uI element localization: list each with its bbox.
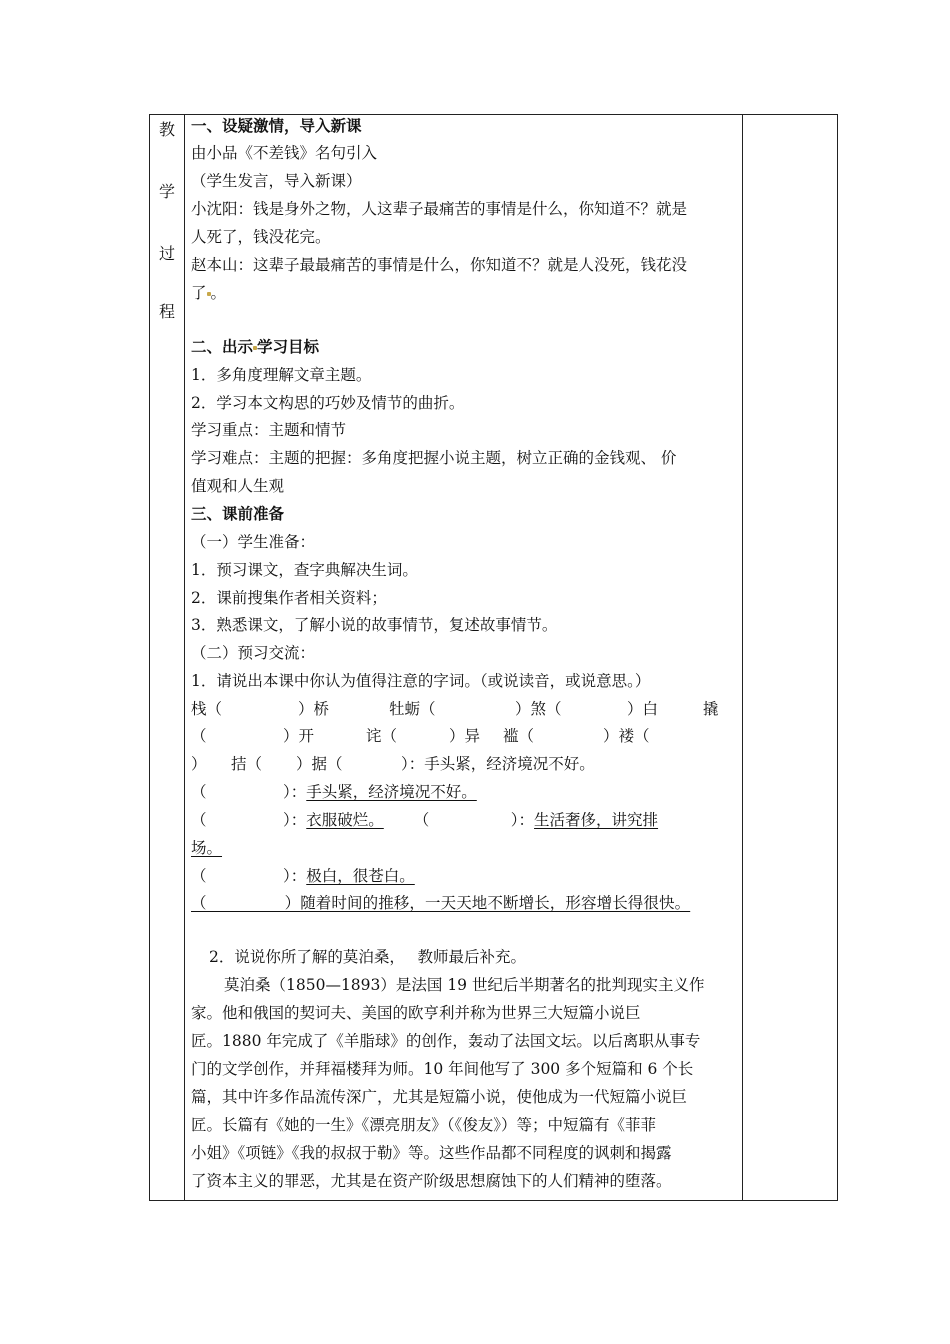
text-line: 1．请说出本课中你认为值得注意的字词。（或说读音，或说意思。） (191, 672, 651, 690)
column-divider (742, 115, 743, 1200)
text-fragment: 二、出示 (191, 337, 254, 356)
text-line: 1．多角度理解文章主题。 (191, 366, 372, 384)
paragraph-line: 门的文学创作，并拜福楼拜为师。10 年间他写了 300 多个短篇和 6 个长 (191, 1060, 694, 1078)
vocab-blank: 拮（ (231, 755, 263, 773)
text-line: 2．学习本文构思的巧妙及情节的曲折。 (191, 394, 465, 412)
paragraph-line: 小姐》《项链》《我的叔叔于勒》等。这些作品都不同程度的讽刺和揭露 (191, 1144, 672, 1162)
definition-line (191, 810, 658, 830)
section-heading (191, 337, 319, 357)
text-line: 学习难点：主题的把握：多角度把握小说主题，树立正确的金钱观、 价 (191, 449, 677, 467)
text-fragment: （ (191, 811, 207, 829)
definition-line (191, 838, 222, 858)
underlined-definition: 衣服破烂。 (306, 811, 384, 829)
definition-line (191, 782, 477, 802)
text-line (191, 283, 226, 303)
text-line: 2．课前搜集作者相关资料； (191, 589, 387, 607)
text-line: 学习重点：主题和情节 (191, 421, 347, 439)
text-line: 由小品《不差钱》名句引入 (191, 144, 378, 162)
text-line: （一）学生准备： (191, 533, 316, 551)
text-line: 值观和人生观 (191, 477, 285, 495)
underlined-definition: 生活奢侈，讲究排 (534, 811, 659, 829)
vocab-blank: ）：手头紧，经济境况不好。 (401, 755, 595, 773)
text-fragment: 学习目标 (257, 337, 320, 356)
section-heading: 一、设疑激情，导入新课 (191, 116, 362, 135)
definition-line (191, 866, 415, 886)
vocab-line (191, 699, 719, 719)
text-fragment: （ (191, 783, 207, 801)
paragraph-line: 匠。长篇有《她的一生》《漂亮朋友》（《俊友》）等；中短篇有《菲菲 (191, 1116, 657, 1134)
vocab-blank: 诧（ (366, 727, 398, 745)
vocab-blank: 牡蛎（ (389, 700, 436, 718)
section-heading: 三、课前准备 (191, 504, 285, 523)
vocab-blank: 栈（ (191, 700, 223, 718)
underlined-definition: 极白，很苍白。 (306, 867, 415, 885)
text-line: （二）预习交流： (191, 644, 316, 662)
paragraph-line: 莫泊桑（1850—1893）是法国 19 世纪后半期著名的批判现实主义作 (224, 976, 705, 994)
text-fragment: ）： (283, 867, 307, 885)
text-fragment: （ (191, 867, 207, 885)
paragraph-line: 篇，其中许多作品流传深广，尤其是短篇小说，使他成为一代短篇小说巨 (191, 1088, 688, 1106)
definition-line: （ ）随着时间的推移，一天天地不断增长，形容增长得很快。 (191, 894, 691, 912)
text-line: 赵本山：这辈子最最痛苦的事情是什么，你知道不？就是人没死，钱花没 (191, 256, 688, 274)
text-line: 2．说说你所了解的莫泊桑， 教师最后补充。 (209, 948, 527, 966)
text-fragment: （ (413, 811, 430, 829)
underlined-definition: 场。 (191, 839, 223, 857)
side-label-char: 教 (158, 120, 175, 139)
paragraph-line: 家。他和俄国的契诃夫、美国的欧亨利并称为世界三大短篇小说巨 (191, 1004, 641, 1022)
text-fragment: ）： (283, 811, 307, 829)
vocab-line (191, 754, 595, 774)
text-line: （学生发言，导入新课） (191, 172, 362, 190)
text-line: 人死了，钱没花完。 (191, 228, 331, 246)
vocab-blank: （ (191, 727, 207, 745)
text-line: 1．预习课文，查字典解决生词。 (191, 561, 418, 579)
side-label-char: 程 (158, 302, 175, 321)
text-fragment: 了 (191, 284, 207, 302)
text-fragment: ）： (283, 783, 307, 801)
vocab-blank: ）据（ (296, 755, 343, 773)
paragraph-line: 了资本主义的罪恶，尤其是在资产阶级思想腐蚀下的人们精神的堕落。 (191, 1172, 672, 1190)
vocab-blank: ）褛（ (603, 727, 650, 745)
paragraph-line: 匠。1880 年完成了《羊脂球》的创作，轰动了法国文坛。以后离职从事专 (191, 1032, 701, 1050)
side-label-char: 学 (158, 182, 175, 201)
side-label-char: 过 (158, 244, 175, 263)
vocab-blank: ）异 (449, 727, 481, 745)
vocab-blank: 撬 (703, 700, 719, 718)
vocab-blank: ）白 (627, 700, 659, 718)
column-divider (184, 115, 185, 1200)
vocab-blank: ） (191, 755, 207, 773)
vocab-blank: ）桥 (298, 700, 330, 718)
vocab-blank: 褴（ (503, 727, 535, 745)
underlined-definition: 手头紧，经济境况不好。 (306, 783, 477, 801)
vocab-line (191, 726, 650, 746)
text-fragment: 。 (210, 284, 227, 302)
vocab-blank: ）煞（ (515, 700, 562, 718)
text-fragment: ）： (510, 811, 535, 829)
text-line: 小沈阳：钱是身外之物，人这辈子最痛苦的事情是什么，你知道不？就是 (191, 200, 688, 218)
vocab-blank: ）开 (283, 727, 315, 745)
text-line: 3．熟悉课文，了解小说的故事情节，复述故事情节。 (191, 616, 558, 634)
